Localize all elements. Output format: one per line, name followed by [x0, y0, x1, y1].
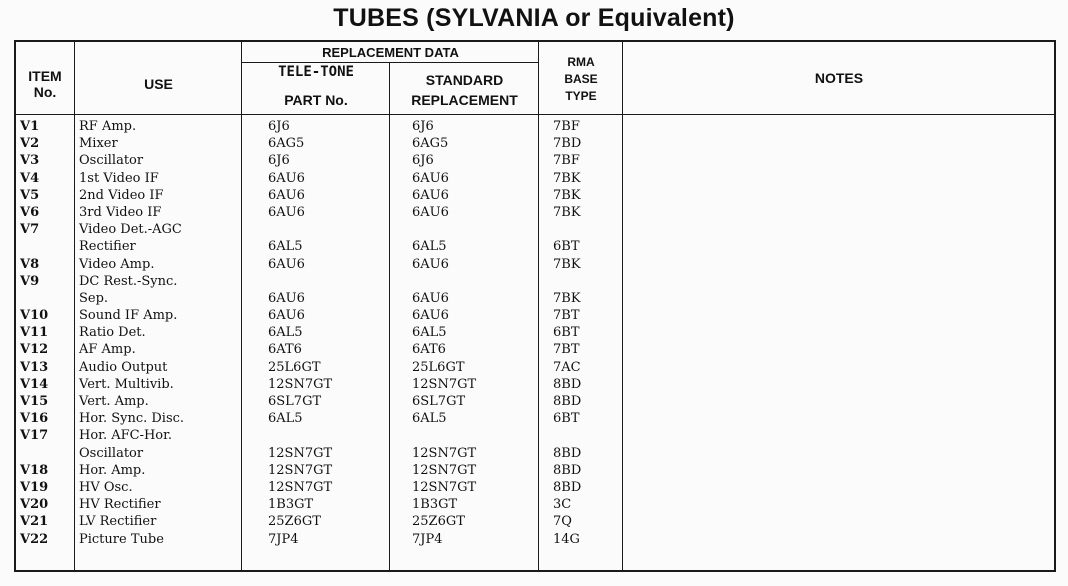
teletone-part-cell: 12SN7GT — [268, 376, 333, 392]
rma-base-cell: 6BT — [553, 325, 580, 341]
item-no: V17 — [20, 428, 49, 444]
table-row — [0, 531, 1068, 548]
standard-replacement-cell: 6AL5 — [412, 325, 447, 341]
table-row — [0, 152, 1068, 169]
table-row — [0, 290, 1068, 307]
teletone-part-cell: 12SN7GT — [268, 462, 333, 478]
rma-base-cell: 8BD — [553, 394, 582, 409]
standard-replacement-cell: 6J6 — [412, 119, 434, 134]
use-cell: Sound IF Amp. — [79, 308, 178, 324]
standard-replacement-cell: 6J6 — [412, 153, 434, 169]
table-row — [0, 341, 1068, 358]
use-cell: HV Osc. — [79, 479, 133, 495]
item-no: V4 — [20, 170, 40, 186]
teletone-part-cell: 6AU6 — [268, 256, 305, 272]
standard-replacement-cell: 12SN7GT — [412, 445, 477, 461]
table-row — [0, 410, 1068, 427]
standard-replacement-cell: 6AU6 — [412, 308, 449, 324]
table-row — [0, 273, 1068, 290]
standard-replacement-cell: 6SL7GT — [412, 394, 466, 409]
standard-replacement-cell: 7JP4 — [412, 531, 443, 547]
use-cell: Vert. Multivib. — [79, 376, 174, 392]
rma-base-cell: 8BD — [553, 462, 582, 478]
teletone-part-cell: 6AU6 — [268, 187, 305, 203]
use-cell: DC Rest.-Sync. — [79, 273, 178, 289]
item-no: V19 — [20, 479, 49, 495]
item-no: V5 — [20, 187, 40, 203]
rma-base-cell: 7BT — [553, 308, 580, 324]
table-row — [0, 135, 1068, 152]
teletone-part-cell: 6SL7GT — [268, 394, 322, 409]
standard-replacement-cell: 12SN7GT — [412, 462, 477, 478]
header-replacement-data: REPLACEMENT DATA — [322, 45, 459, 60]
standard-replacement-cell: 6AL5 — [412, 239, 447, 255]
table-row — [0, 238, 1068, 255]
use-cell: Sep. — [79, 290, 109, 306]
rma-base-cell: 7AC — [553, 359, 581, 375]
header-part-no: PART No. — [284, 92, 348, 108]
item-no: V9 — [20, 273, 40, 289]
rma-base-cell: 7BD — [553, 136, 582, 152]
item-no: V16 — [20, 411, 49, 427]
rma-base-cell: 7BK — [553, 256, 581, 272]
header-standard-line2: REPLACEMENT — [411, 92, 518, 108]
table-row — [0, 324, 1068, 341]
standard-replacement-cell: 6AL5 — [412, 411, 447, 427]
table-row — [0, 376, 1068, 393]
table-row — [0, 187, 1068, 204]
teletone-part-cell: 6AL5 — [268, 239, 303, 255]
standard-replacement-cell: 12SN7GT — [412, 479, 477, 495]
teletone-part-cell: 6AU6 — [268, 290, 305, 306]
teletone-part-cell: 6AL5 — [268, 411, 303, 427]
use-cell: Video Amp. — [79, 256, 155, 272]
table-row — [0, 393, 1068, 410]
use-cell: 3rd Video IF — [79, 204, 162, 220]
use-cell: Mixer — [79, 136, 118, 152]
rma-base-cell: 7BF — [553, 153, 580, 169]
standard-replacement-cell: 6AT6 — [412, 342, 446, 358]
standard-replacement-cell: 6AU6 — [412, 170, 449, 186]
standard-replacement-cell: 6AU6 — [412, 290, 449, 306]
table-row — [0, 170, 1068, 187]
item-no: V22 — [20, 531, 49, 547]
header-rma-line2: BASE — [564, 72, 598, 86]
item-no: V18 — [20, 462, 49, 478]
item-no: V1 — [20, 119, 40, 134]
standard-replacement-cell: 25Z6GT — [412, 514, 465, 530]
table-row — [0, 445, 1068, 462]
header-teletone-line1: TELE-TONE — [278, 64, 354, 80]
item-no: V21 — [20, 514, 49, 530]
header-bottom-rule — [14, 114, 1056, 115]
item-no: V10 — [20, 308, 49, 324]
rma-base-cell: 8BD — [553, 479, 582, 495]
header-item-line2: No. — [33, 84, 57, 100]
rma-base-cell: 6BT — [553, 239, 580, 255]
teletone-part-cell: 6J6 — [268, 119, 290, 134]
rma-base-cell: 7BK — [553, 170, 581, 186]
item-no: V11 — [20, 325, 49, 341]
item-no: V8 — [20, 256, 40, 272]
teletone-part-cell: 6J6 — [268, 153, 290, 169]
rma-base-cell: 7BK — [553, 290, 581, 306]
header-use: USE — [144, 76, 173, 92]
use-cell: Vert. Amp. — [79, 394, 149, 409]
rma-base-cell: 7BK — [553, 187, 581, 203]
item-no: V14 — [20, 376, 49, 392]
rma-base-cell: 8BD — [553, 376, 582, 392]
table-row — [0, 307, 1068, 324]
standard-replacement-cell: 6AG5 — [412, 136, 449, 152]
table-body — [0, 118, 1068, 548]
page-title: TUBES (SYLVANIA or Equivalent) — [333, 4, 735, 32]
use-cell: Audio Output — [79, 359, 168, 375]
use-cell: AF Amp. — [79, 342, 136, 358]
replacement-data-underline — [241, 62, 538, 63]
rma-base-cell: 14G — [553, 531, 580, 547]
rma-base-cell: 7BK — [553, 204, 581, 220]
table-row — [0, 427, 1068, 444]
table-row — [0, 513, 1068, 530]
table-row — [0, 256, 1068, 273]
teletone-part-cell: 1B3GT — [268, 497, 314, 513]
use-cell: Ratio Det. — [79, 325, 146, 341]
header-standard-line1: STANDARD — [425, 72, 504, 88]
header-rma-line3: TYPE — [565, 89, 597, 103]
table-row — [0, 118, 1068, 135]
header-item — [16, 68, 74, 100]
standard-replacement-cell: 12SN7GT — [412, 376, 477, 392]
teletone-part-cell: 6AU6 — [268, 204, 305, 220]
teletone-part-cell: 6AU6 — [268, 308, 305, 324]
table-row — [0, 359, 1068, 376]
teletone-part-cell: 6AG5 — [268, 136, 305, 152]
teletone-part-cell: 7JP4 — [268, 531, 299, 547]
item-no: V6 — [20, 204, 40, 220]
teletone-part-cell: 12SN7GT — [268, 479, 333, 495]
rma-base-cell: 6BT — [553, 411, 580, 427]
table-row — [0, 496, 1068, 513]
teletone-part-cell: 6AU6 — [268, 170, 305, 186]
table-row — [0, 204, 1068, 221]
teletone-part-cell: 25L6GT — [268, 359, 321, 375]
rma-base-cell: 7Q — [553, 514, 572, 530]
item-no: V15 — [20, 394, 49, 409]
item-no: V13 — [20, 359, 49, 375]
header-item-line1: ITEM — [28, 68, 62, 84]
use-cell: Video Det.-AGC — [79, 222, 182, 238]
header-standard — [391, 72, 538, 108]
teletone-part-cell: 25Z6GT — [268, 514, 321, 530]
use-cell: Oscillator — [79, 445, 144, 461]
standard-replacement-cell: 25L6GT — [412, 359, 465, 375]
use-cell: Rectifier — [79, 239, 136, 255]
rma-base-cell: 8BD — [553, 445, 582, 461]
item-no: V20 — [20, 497, 49, 513]
standard-replacement-cell: 6AU6 — [412, 256, 449, 272]
header-teletone — [243, 64, 389, 80]
rma-base-cell: 3C — [553, 497, 572, 513]
rma-base-cell: 7BT — [553, 342, 580, 358]
teletone-part-cell: 6AL5 — [268, 325, 303, 341]
use-cell: 1st Video IF — [79, 170, 159, 186]
standard-replacement-cell: 1B3GT — [412, 497, 458, 513]
item-no: V7 — [20, 222, 40, 238]
use-cell: RF Amp. — [79, 119, 137, 134]
rma-base-cell: 7BF — [553, 119, 580, 134]
use-cell: Hor. Sync. Disc. — [79, 411, 185, 427]
standard-replacement-cell: 6AU6 — [412, 204, 449, 220]
teletone-part-cell: 6AT6 — [268, 342, 302, 358]
teletone-part-cell: 12SN7GT — [268, 445, 333, 461]
use-cell: Hor. AFC-Hor. — [79, 428, 173, 444]
table-row — [0, 479, 1068, 496]
use-cell: 2nd Video IF — [79, 187, 164, 203]
header-rma — [540, 56, 622, 103]
table-row — [0, 221, 1068, 238]
use-cell: Picture Tube — [79, 531, 164, 547]
use-cell: Hor. Amp. — [79, 462, 146, 478]
use-cell: HV Rectifier — [79, 497, 161, 513]
use-cell: Oscillator — [79, 153, 144, 169]
standard-replacement-cell: 6AU6 — [412, 187, 449, 203]
header-notes: NOTES — [814, 70, 864, 86]
use-cell: LV Rectifier — [79, 514, 157, 530]
item-no: V3 — [20, 153, 40, 169]
header-rma-line1: RMA — [567, 55, 595, 69]
item-no: V12 — [20, 342, 49, 358]
table-row — [0, 462, 1068, 479]
item-no: V2 — [20, 136, 40, 152]
